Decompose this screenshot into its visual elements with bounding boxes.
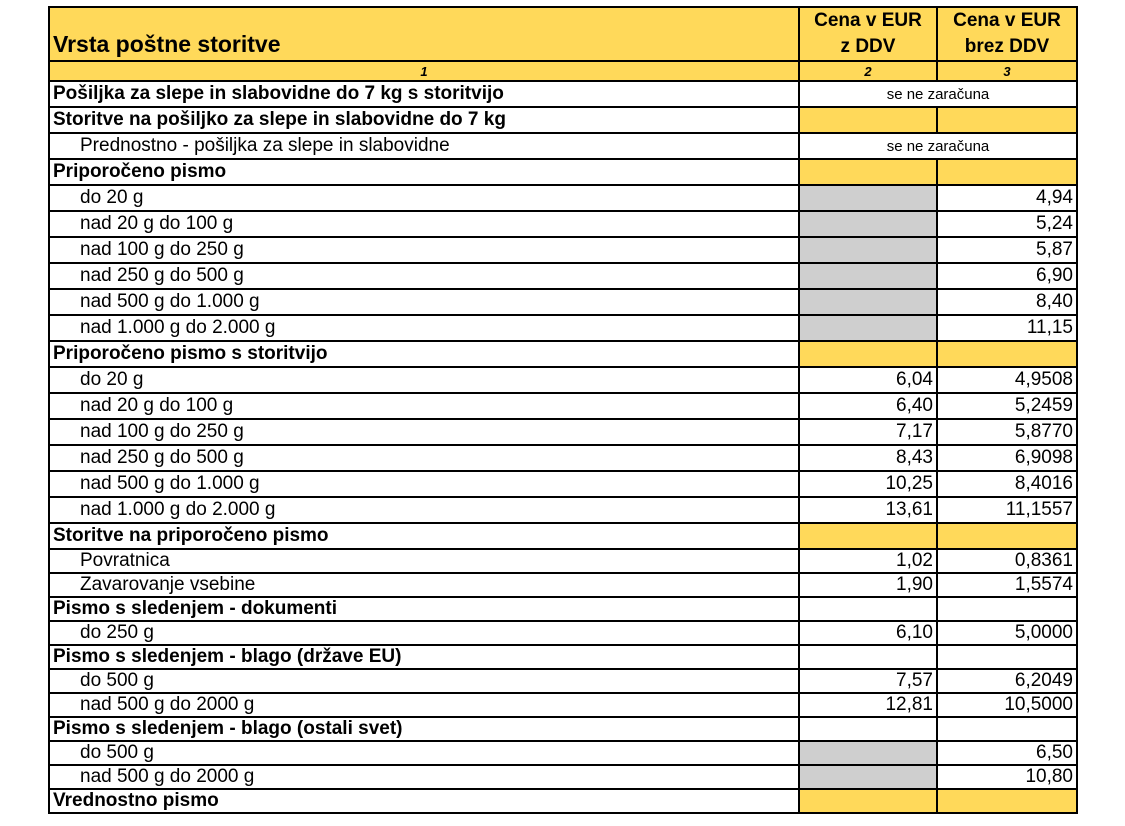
table-row — [49, 367, 1077, 393]
empty-cell — [937, 597, 1077, 621]
table-row — [49, 741, 1077, 765]
table-row — [49, 645, 1077, 669]
empty-cell — [799, 107, 937, 133]
column-number-1: 1 — [49, 61, 799, 81]
column-number-3: 3 — [937, 61, 1077, 81]
price-with-vat — [799, 315, 937, 341]
price-without-vat: 6,9098 — [937, 445, 1077, 471]
table-row — [49, 789, 1077, 813]
table-row — [49, 471, 1077, 497]
empty-cell — [937, 107, 1077, 133]
price-with-vat: 10,25 — [799, 471, 937, 497]
row-label: Zavarovanje vsebine — [49, 573, 799, 597]
price-with-vat — [799, 237, 937, 263]
empty-cell — [799, 341, 937, 367]
row-label: do 500 g — [49, 669, 799, 693]
price-with-vat — [799, 741, 937, 765]
price-without-vat: 6,2049 — [937, 669, 1077, 693]
price-with-vat — [799, 765, 937, 789]
table-row — [49, 621, 1077, 645]
table-row — [49, 393, 1077, 419]
price-with-vat: 12,81 — [799, 693, 937, 717]
section-heading: Pismo s sledenjem - blago (države EU) — [49, 645, 799, 669]
section-heading: Storitve na priporočeno pismo — [49, 523, 799, 549]
empty-cell — [799, 159, 937, 185]
row-label: nad 250 g do 500 g — [49, 445, 799, 471]
empty-cell — [799, 645, 937, 669]
price-note: se ne zaračuna — [799, 133, 1077, 159]
table-row — [49, 445, 1077, 471]
table-row — [49, 523, 1077, 549]
table-row — [49, 597, 1077, 621]
price-with-vat: 13,61 — [799, 497, 937, 523]
table-row — [49, 133, 1077, 159]
price-without-vat: 5,24 — [937, 211, 1077, 237]
row-label: do 500 g — [49, 741, 799, 765]
table-row — [49, 669, 1077, 693]
price-without-vat: 1,5574 — [937, 573, 1077, 597]
price-without-vat: 11,15 — [937, 315, 1077, 341]
table-row — [49, 717, 1077, 741]
section-heading: Storitve na pošiljko za slepe in slabovidne do 7 kg — [49, 107, 799, 133]
price-without-vat: 11,1557 — [937, 497, 1077, 523]
price-without-vat: 0,8361 — [937, 549, 1077, 573]
table-row — [49, 573, 1077, 597]
section-heading: Priporočeno pismo s storitvijo — [49, 341, 799, 367]
section-heading: Priporočeno pismo — [49, 159, 799, 185]
empty-cell — [937, 341, 1077, 367]
price-with-vat: 6,04 — [799, 367, 937, 393]
table-row — [49, 263, 1077, 289]
row-label: nad 20 g do 100 g — [49, 393, 799, 419]
empty-cell — [799, 523, 937, 549]
table-row — [49, 289, 1077, 315]
price-with-vat — [799, 211, 937, 237]
price-with-vat: 7,57 — [799, 669, 937, 693]
price-without-vat: 6,90 — [937, 263, 1077, 289]
row-label: nad 1.000 g do 2.000 g — [49, 497, 799, 523]
price-with-vat: 6,40 — [799, 393, 937, 419]
header-row — [49, 7, 1077, 61]
row-label: Pošiljka za slepe in slabovidne do 7 kg s storitvijo — [49, 81, 799, 107]
price-without-vat: 5,0000 — [937, 621, 1077, 645]
row-label: nad 500 g do 1.000 g — [49, 289, 799, 315]
column-title-price-with-vat: Cena v EUR z DDV — [799, 7, 937, 61]
table-row — [49, 211, 1077, 237]
row-label: do 250 g — [49, 621, 799, 645]
row-label: nad 500 g do 1.000 g — [49, 471, 799, 497]
row-label: nad 20 g do 100 g — [49, 211, 799, 237]
price-with-vat — [799, 185, 937, 211]
section-heading: Vrednostno pismo — [49, 789, 799, 813]
table-row — [49, 693, 1077, 717]
table-row — [49, 419, 1077, 445]
empty-cell — [937, 717, 1077, 741]
table-row — [49, 185, 1077, 211]
price-with-vat: 6,10 — [799, 621, 937, 645]
column-title-price-without-vat: Cena v EUR brez DDV — [937, 7, 1077, 61]
table-row — [49, 765, 1077, 789]
price-without-vat: 10,5000 — [937, 693, 1077, 717]
price-with-vat: 1,02 — [799, 549, 937, 573]
table-row — [49, 237, 1077, 263]
section-heading: Pismo s sledenjem - blago (ostali svet) — [49, 717, 799, 741]
price-without-vat: 4,9508 — [937, 367, 1077, 393]
table-row — [49, 159, 1077, 185]
price-with-vat — [799, 263, 937, 289]
empty-cell — [799, 717, 937, 741]
table-row — [49, 497, 1077, 523]
price-with-vat: 1,90 — [799, 573, 937, 597]
table-row — [49, 341, 1077, 367]
table-row — [49, 549, 1077, 573]
price-without-vat: 5,8770 — [937, 419, 1077, 445]
column-number-row — [49, 61, 1077, 81]
price-without-vat: 8,40 — [937, 289, 1077, 315]
price-with-vat: 8,43 — [799, 445, 937, 471]
price-without-vat: 6,50 — [937, 741, 1077, 765]
price-without-vat: 5,87 — [937, 237, 1077, 263]
price-without-vat: 4,94 — [937, 185, 1077, 211]
price-note: se ne zaračuna — [799, 81, 1077, 107]
price-with-vat — [799, 289, 937, 315]
table-row — [49, 81, 1077, 107]
row-label: nad 100 g do 250 g — [49, 237, 799, 263]
table-row — [49, 315, 1077, 341]
column-number-2: 2 — [799, 61, 937, 81]
row-label: nad 500 g do 2000 g — [49, 693, 799, 717]
empty-cell — [937, 645, 1077, 669]
price-with-vat: 7,17 — [799, 419, 937, 445]
row-label: do 20 g — [49, 185, 799, 211]
row-label: nad 100 g do 250 g — [49, 419, 799, 445]
price-without-vat: 10,80 — [937, 765, 1077, 789]
price-table — [48, 6, 1078, 814]
row-label: Povratnica — [49, 549, 799, 573]
empty-cell — [799, 789, 937, 813]
section-heading: Pismo s sledenjem - dokumenti — [49, 597, 799, 621]
table-row — [49, 107, 1077, 133]
price-without-vat: 8,4016 — [937, 471, 1077, 497]
price-without-vat: 5,2459 — [937, 393, 1077, 419]
column-title-service: Vrsta poštne storitve — [49, 7, 799, 61]
empty-cell — [937, 789, 1077, 813]
row-label: Prednostno - pošiljka za slepe in slabovidne — [49, 133, 799, 159]
empty-cell — [799, 597, 937, 621]
row-label: nad 500 g do 2000 g — [49, 765, 799, 789]
empty-cell — [937, 523, 1077, 549]
row-label: nad 1.000 g do 2.000 g — [49, 315, 799, 341]
empty-cell — [937, 159, 1077, 185]
row-label: do 20 g — [49, 367, 799, 393]
row-label: nad 250 g do 500 g — [49, 263, 799, 289]
